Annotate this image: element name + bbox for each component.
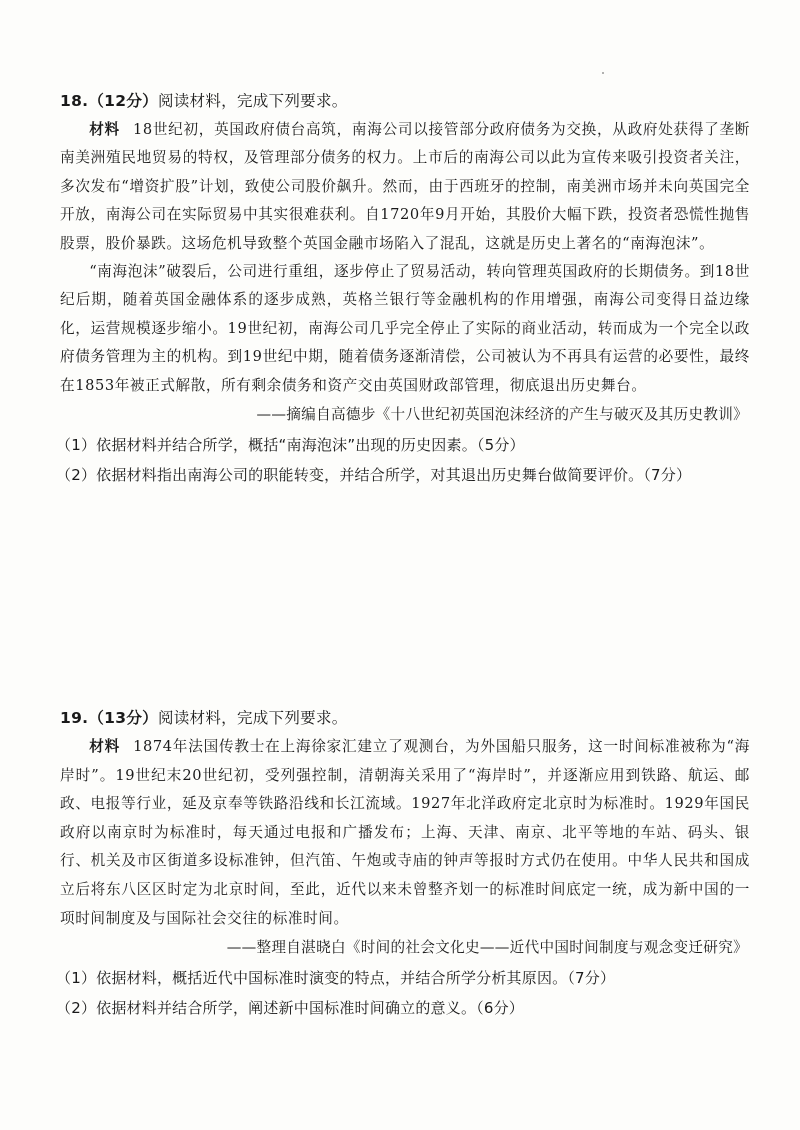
- material-source: ——整理自湛晓白《时间的社会文化史——近代中国时间制度与观念变迁研究》: [226, 939, 748, 957]
- sub-question-1: （1）依据材料，概括近代中国标准时演变的特点，并结合所学分析其原因。（7分）: [56, 969, 616, 988]
- material-text-1: 1874年法国传教士在上海徐家汇建立了观测台，为外国船只服务，这一时间标准被称为“海岸时”。19世纪末20世纪初，受列强控制，清朝海关采用了“海岸时”，并逐渐应用到铁路、航运、邮政、电报等行业，延及京奉等铁路沿线和长江流域。1927年北洋政府定北京时为标准时。1929年国民政府以南京时为标准时，每天通过电报和广播发布；上海、天津、南京、北平等地的车站、码头、银行、机关及市区街道多设标准钟，但汽笛、午炮或寺庙的钟声等报时方式仍在使用。中华人民共和国成立后将东八区区时定为北京时间，至此，近代以来未曾整齐划一的标准时间底定一统，成为新中国的一项时间制度及与国际社会交往的标准时间。: [60, 738, 750, 927]
- scan-speck: [602, 72, 604, 74]
- material-label: 材料: [89, 738, 120, 755]
- question-19: [56, 703, 750, 1023]
- question-number: 18.: [60, 92, 89, 110]
- sub-question-2: （2）依据材料并结合所学，阐述新中国标准时间确立的意义。（6分）: [56, 999, 524, 1018]
- question-instruction: 阅读材料，完成下列要求。: [157, 709, 348, 727]
- material-text-2: “南海泡沫”破裂后，公司进行重组，逐步停止了贸易活动，转向管理英国政府的长期债务。到18世纪后期，随着英国金融体系的逐步成熟，英格兰银行等金融机构的作用增强，南海公司变得日益边缘化，运营规模逐步缩小。19世纪初，南海公司几乎完全停止了实际的商业活动，转而成为一个完全以政府债务管理为主的机构。到19世纪中期，随着债务逐渐清偿，公司被认为不再具有运营的必要性，最终在1853年被正式解散，所有剩余债务和资产交由英国财政部管理，彻底退出历史舞台。: [60, 263, 750, 394]
- question-18: [56, 86, 750, 490]
- question-instruction: 阅读材料，完成下列要求。: [157, 92, 348, 110]
- material-paragraph-2: [60, 258, 750, 400]
- material-paragraph-1: [60, 116, 750, 258]
- material-label: 材料: [89, 121, 120, 138]
- question-19-heading: [60, 703, 750, 733]
- sub-question-2: （2）依据材料指出南海公司的职能转变，并结合所学，对其退出历史舞台做简要评价。（7分）: [56, 466, 692, 485]
- question-18-heading: [60, 86, 750, 116]
- question-score: （12分）: [88, 92, 158, 110]
- question-number: 19.: [60, 709, 89, 727]
- question-score: （13分）: [88, 709, 158, 727]
- material-source: ——摘编自高德步《十八世纪初英国泡沫经济的产生与破灭及其历史教训》: [256, 406, 748, 424]
- material-text-1: 18世纪初，英国政府债台高筑，南海公司以接管部分政府债务为交换，从政府处获得了垄断南美洲殖民地贸易的特权，及管理部分债务的权力。上市后的南海公司以此为宣传来吸引投资者关注，多次发布“增资扩股”计划，致使公司股价飙升。然而，由于西班牙的控制，南美洲市场并未向英国完全开放，南海公司在实际贸易中其实很难获利。自1720年9月开始，其股价大幅下跌，投资者恐慌性抛售股票，股价暴跌。这场危机导致整个英国金融市场陷入了混乱，这就是历史上著名的“南海泡沫”。: [60, 121, 750, 252]
- sub-question-1: （1）依据材料并结合所学，概括“南海泡沫”出现的历史因素。（5分）: [56, 436, 525, 455]
- material-paragraph-1: [60, 733, 750, 933]
